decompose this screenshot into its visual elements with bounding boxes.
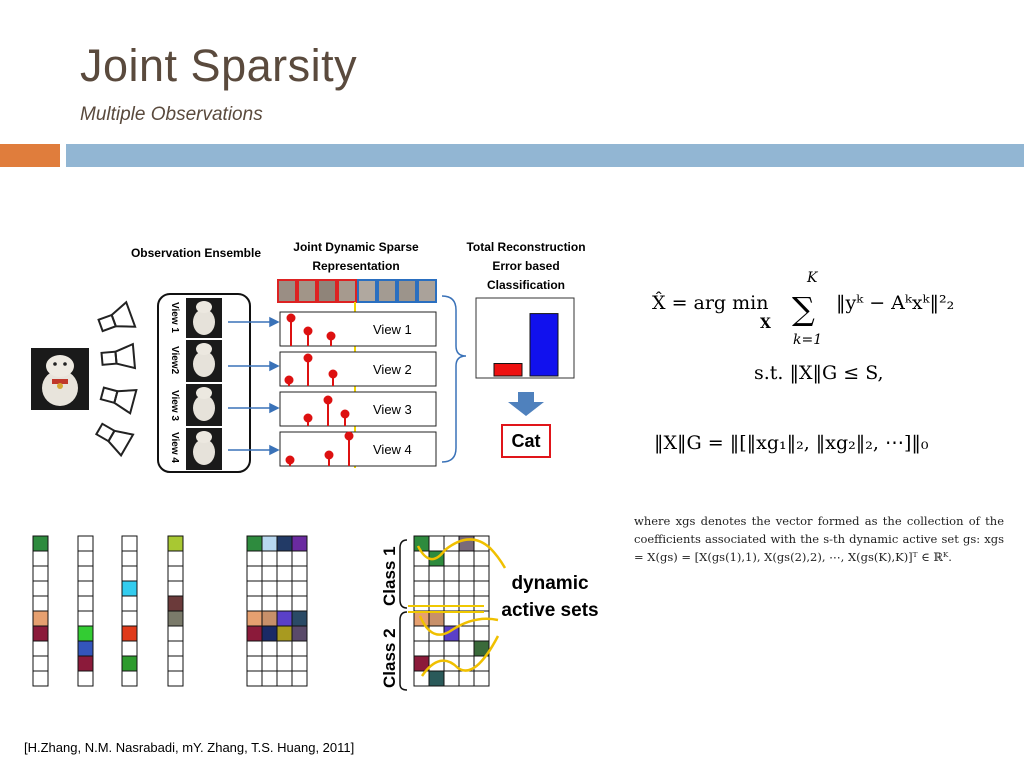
grid-cell xyxy=(474,626,489,641)
grid-cell xyxy=(474,671,489,686)
grid-cell xyxy=(414,641,429,656)
grid-cell xyxy=(78,626,93,641)
grid-cell xyxy=(78,551,93,566)
grid-cell xyxy=(429,671,444,686)
grid-cell xyxy=(292,536,307,551)
grid-cell xyxy=(122,656,137,671)
equation-1-body: ‖yᵏ − Aᵏxᵏ‖²₂ xyxy=(836,292,955,314)
equation-1-sum-bottom: k=1 xyxy=(793,332,823,348)
grid-cell xyxy=(247,611,262,626)
grid-cell xyxy=(262,611,277,626)
grid-cell xyxy=(429,581,444,596)
grid-cell xyxy=(78,536,93,551)
grid-cell xyxy=(122,611,137,626)
constraint: s.t. ‖X‖G ≤ S, xyxy=(754,362,884,384)
grid-cell xyxy=(459,551,474,566)
grid-cell xyxy=(292,626,307,641)
grid-cell xyxy=(247,656,262,671)
grid-cell xyxy=(168,641,183,656)
grid-cell xyxy=(292,566,307,581)
grid-cell xyxy=(414,536,429,551)
grid-cell xyxy=(459,566,474,581)
equation-1-lhs: X̂ = arg min xyxy=(652,292,769,314)
grid-cell xyxy=(292,671,307,686)
grid-cell xyxy=(247,641,262,656)
joint-sparse-label: Joint Dynamic Sparse Representation xyxy=(293,240,419,273)
grid-cell xyxy=(292,551,307,566)
grid-cell xyxy=(122,581,137,596)
grid-cell xyxy=(429,566,444,581)
grid-cell xyxy=(122,566,137,581)
grid-cell xyxy=(292,581,307,596)
grid-cell xyxy=(474,581,489,596)
grid-cell xyxy=(33,536,48,551)
grid-cell xyxy=(262,581,277,596)
grid-cell xyxy=(33,626,48,641)
grid-cell xyxy=(247,581,262,596)
class1-brace xyxy=(400,540,407,608)
grid-cell xyxy=(459,581,474,596)
grid-cell xyxy=(168,536,183,551)
result-box: Cat xyxy=(501,424,551,458)
grid-cell xyxy=(262,626,277,641)
grid-cell xyxy=(429,536,444,551)
view-label-3: View 3 xyxy=(373,402,412,417)
citation: [H.Zhang, N.M. Nasrabadi, mY. Zhang, T.S. Huang, 2011] xyxy=(24,740,355,755)
grid-cell xyxy=(262,566,277,581)
grid-cell xyxy=(262,536,277,551)
side-view-label-3: View 3 xyxy=(169,390,180,421)
grid-cell xyxy=(78,671,93,686)
grid-cell xyxy=(459,641,474,656)
grid-cell xyxy=(277,581,292,596)
grid-cell xyxy=(292,596,307,611)
grid-cell xyxy=(247,536,262,551)
page-subtitle: Multiple Observations xyxy=(80,104,263,125)
grid-cell xyxy=(168,581,183,596)
grid-cell xyxy=(33,566,48,581)
grid-cell xyxy=(78,611,93,626)
grid-cell xyxy=(33,611,48,626)
grid-cell xyxy=(33,656,48,671)
grid-cell xyxy=(277,596,292,611)
grid-cell xyxy=(247,626,262,641)
grid-cell xyxy=(122,536,137,551)
grid-cell xyxy=(277,626,292,641)
grid-cell xyxy=(168,656,183,671)
grid-cell xyxy=(414,596,429,611)
grid-cell xyxy=(122,626,137,641)
grid-cell xyxy=(122,671,137,686)
grid-cell xyxy=(292,656,307,671)
grid-cell xyxy=(247,671,262,686)
grid-cell xyxy=(33,551,48,566)
grid-cell xyxy=(168,566,183,581)
grid-cell xyxy=(459,596,474,611)
grid-cell xyxy=(277,641,292,656)
grid-cell xyxy=(277,671,292,686)
total-error-label: Total Reconstruction Error based Classification xyxy=(466,240,586,292)
grid-cell xyxy=(414,566,429,581)
side-view-label-4: View 4 xyxy=(169,432,180,463)
dynamic-active-sets-label: dynamic active sets xyxy=(501,573,599,621)
grid-cell xyxy=(444,551,459,566)
view-label-1: View 1 xyxy=(373,322,412,337)
grid-cell xyxy=(444,566,459,581)
grid-cell xyxy=(429,641,444,656)
grid-cell xyxy=(429,611,444,626)
grid-cell xyxy=(292,611,307,626)
side-view-label-2: View2 xyxy=(169,346,180,375)
grid-cell xyxy=(262,671,277,686)
grid-cell xyxy=(474,596,489,611)
grid-cell xyxy=(168,671,183,686)
grid-cell xyxy=(78,581,93,596)
grid-cell xyxy=(122,596,137,611)
grid-cell xyxy=(247,551,262,566)
grid-cell xyxy=(444,641,459,656)
equation-1-sub: X xyxy=(760,316,771,332)
grid-cell xyxy=(292,641,307,656)
grid-cell xyxy=(444,671,459,686)
grid-cell xyxy=(277,656,292,671)
grid-cell xyxy=(247,566,262,581)
grid-cell xyxy=(33,641,48,656)
view-label-4: View 4 xyxy=(373,442,412,457)
grid-cell xyxy=(277,566,292,581)
grid-cell xyxy=(33,671,48,686)
observation-ensemble-label: Observation Ensemble xyxy=(130,246,262,260)
grid-cell xyxy=(78,656,93,671)
equation-2: ‖X‖G = ‖[‖xg₁‖₂, ‖xg₂‖₂, ⋯]‖₀ xyxy=(654,432,929,454)
side-view-label-1: View 1 xyxy=(169,302,180,333)
grid-cell xyxy=(33,581,48,596)
grid-cell xyxy=(78,641,93,656)
grid-cell xyxy=(277,551,292,566)
grid-cell xyxy=(262,551,277,566)
class-1-label: Class 1 xyxy=(380,546,399,606)
grid-cell xyxy=(78,596,93,611)
grid-cell xyxy=(247,596,262,611)
grid-cell xyxy=(168,551,183,566)
grid-cell xyxy=(277,536,292,551)
grid-cell xyxy=(474,566,489,581)
description-paragraph: where xgs denotes the vector formed as the collection of the coefficients associated with the s-th dynamic active set gs: xgs = X(gs) = [X(gs(1),1), X(gs(2),2), ⋯, X(gs(K),K)]ᵀ ∈ ℝᴷ. xyxy=(634,514,1004,564)
page-title: Joint Sparsity xyxy=(80,40,358,91)
grid-cell xyxy=(122,551,137,566)
grid-cell xyxy=(33,596,48,611)
grid-cell xyxy=(78,566,93,581)
view-label-2: View 2 xyxy=(373,362,412,377)
grid-cell xyxy=(262,656,277,671)
grid-cell xyxy=(444,611,459,626)
summation-icon: ∑ xyxy=(792,290,815,328)
grid-cell xyxy=(122,641,137,656)
grid-cell xyxy=(429,596,444,611)
class2-brace xyxy=(400,612,407,690)
grid-cell xyxy=(444,596,459,611)
grid-cell xyxy=(414,581,429,596)
grid-cell xyxy=(262,641,277,656)
grid-cell xyxy=(459,671,474,686)
grid-cell xyxy=(262,596,277,611)
grid-cell xyxy=(168,626,183,641)
equation-1-sum-top: K xyxy=(807,270,818,286)
grid-cell xyxy=(474,551,489,566)
grid-cell xyxy=(168,611,183,626)
grid-cell xyxy=(459,626,474,641)
class-2-label: Class 2 xyxy=(380,628,399,688)
grid-cell xyxy=(474,656,489,671)
grid-cell xyxy=(168,596,183,611)
grid-cell xyxy=(277,611,292,626)
grid-cell xyxy=(414,671,429,686)
grid-cell xyxy=(444,581,459,596)
